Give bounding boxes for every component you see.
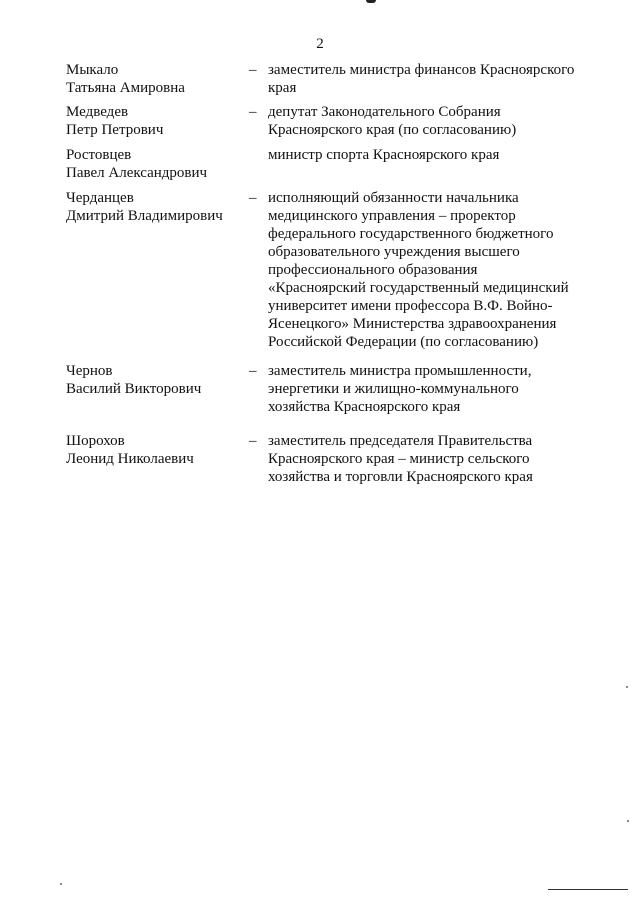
surname: Медведев <box>66 104 129 120</box>
given-names: Василий Викторович <box>66 381 202 397</box>
dash-separator: – <box>249 62 257 78</box>
given-names: Татьяна Амировна <box>66 80 185 96</box>
position-line: заместитель председателя Правительства <box>268 433 533 449</box>
position-line: образовательного учреждения высшего <box>268 244 520 260</box>
position-line: энергетики и жилищно-коммунального <box>268 381 519 397</box>
position-line: хозяйства и торговли Красноярского края <box>268 469 533 485</box>
person-name <box>66 146 246 182</box>
dash-separator: – <box>249 363 257 379</box>
given-names: Леонид Николаевич <box>66 451 194 467</box>
position-description <box>268 432 598 486</box>
position-line: Ясенецкого» Министерства здравоохранения <box>268 316 557 332</box>
position-line: медицинского управления – проректор <box>268 208 516 224</box>
position-description <box>268 362 598 416</box>
surname: Черданцев <box>66 190 134 206</box>
person-name <box>66 362 246 398</box>
given-names: Дмитрий Владимирович <box>66 208 223 224</box>
scan-speck <box>626 686 628 688</box>
scan-speck <box>60 883 62 885</box>
person-name <box>66 432 246 468</box>
page-number: 2 <box>316 36 324 52</box>
position-line: федерального государственного бюджетного <box>268 226 554 242</box>
scan-speck <box>627 820 629 822</box>
position-line: края <box>268 80 297 96</box>
scan-mark <box>366 0 376 3</box>
position-line: Российской Федерации (по согласованию) <box>268 334 539 350</box>
position-line: профессионального образования <box>268 262 478 278</box>
position-line: заместитель министра промышленности, <box>268 363 532 379</box>
position-line: университет имени профессора В.Ф. Войно- <box>268 298 553 314</box>
dash-separator: – <box>249 433 257 449</box>
position-line: депутат Законодательного Собрания <box>268 104 501 120</box>
position-description <box>268 103 598 139</box>
position-line: Красноярского края (по согласованию) <box>268 122 517 138</box>
surname: Шорохов <box>66 433 125 449</box>
given-names: Петр Петрович <box>66 122 164 138</box>
position-description <box>268 146 598 164</box>
dash-separator: – <box>249 190 257 206</box>
position-line: министр спорта Красноярского края <box>268 147 500 163</box>
person-name <box>66 103 246 139</box>
surname: Мыкало <box>66 62 119 78</box>
position-line: «Красноярский государственный медицинский <box>268 280 569 296</box>
position-line: заместитель министра финансов Красноярского <box>268 62 575 78</box>
dash-separator: – <box>249 104 257 120</box>
position-line: хозяйства Красноярского края <box>268 399 461 415</box>
person-name <box>66 61 246 97</box>
scan-edge-line <box>548 889 628 890</box>
surname: Чернов <box>66 363 113 379</box>
person-name <box>66 189 246 225</box>
position-line: исполняющий обязанности начальника <box>268 190 519 206</box>
position-description <box>268 61 598 97</box>
given-names: Павел Александрович <box>66 165 208 181</box>
surname: Ростовцев <box>66 147 132 163</box>
position-line: Красноярского края – министр сельского <box>268 451 530 467</box>
position-description <box>268 189 598 351</box>
